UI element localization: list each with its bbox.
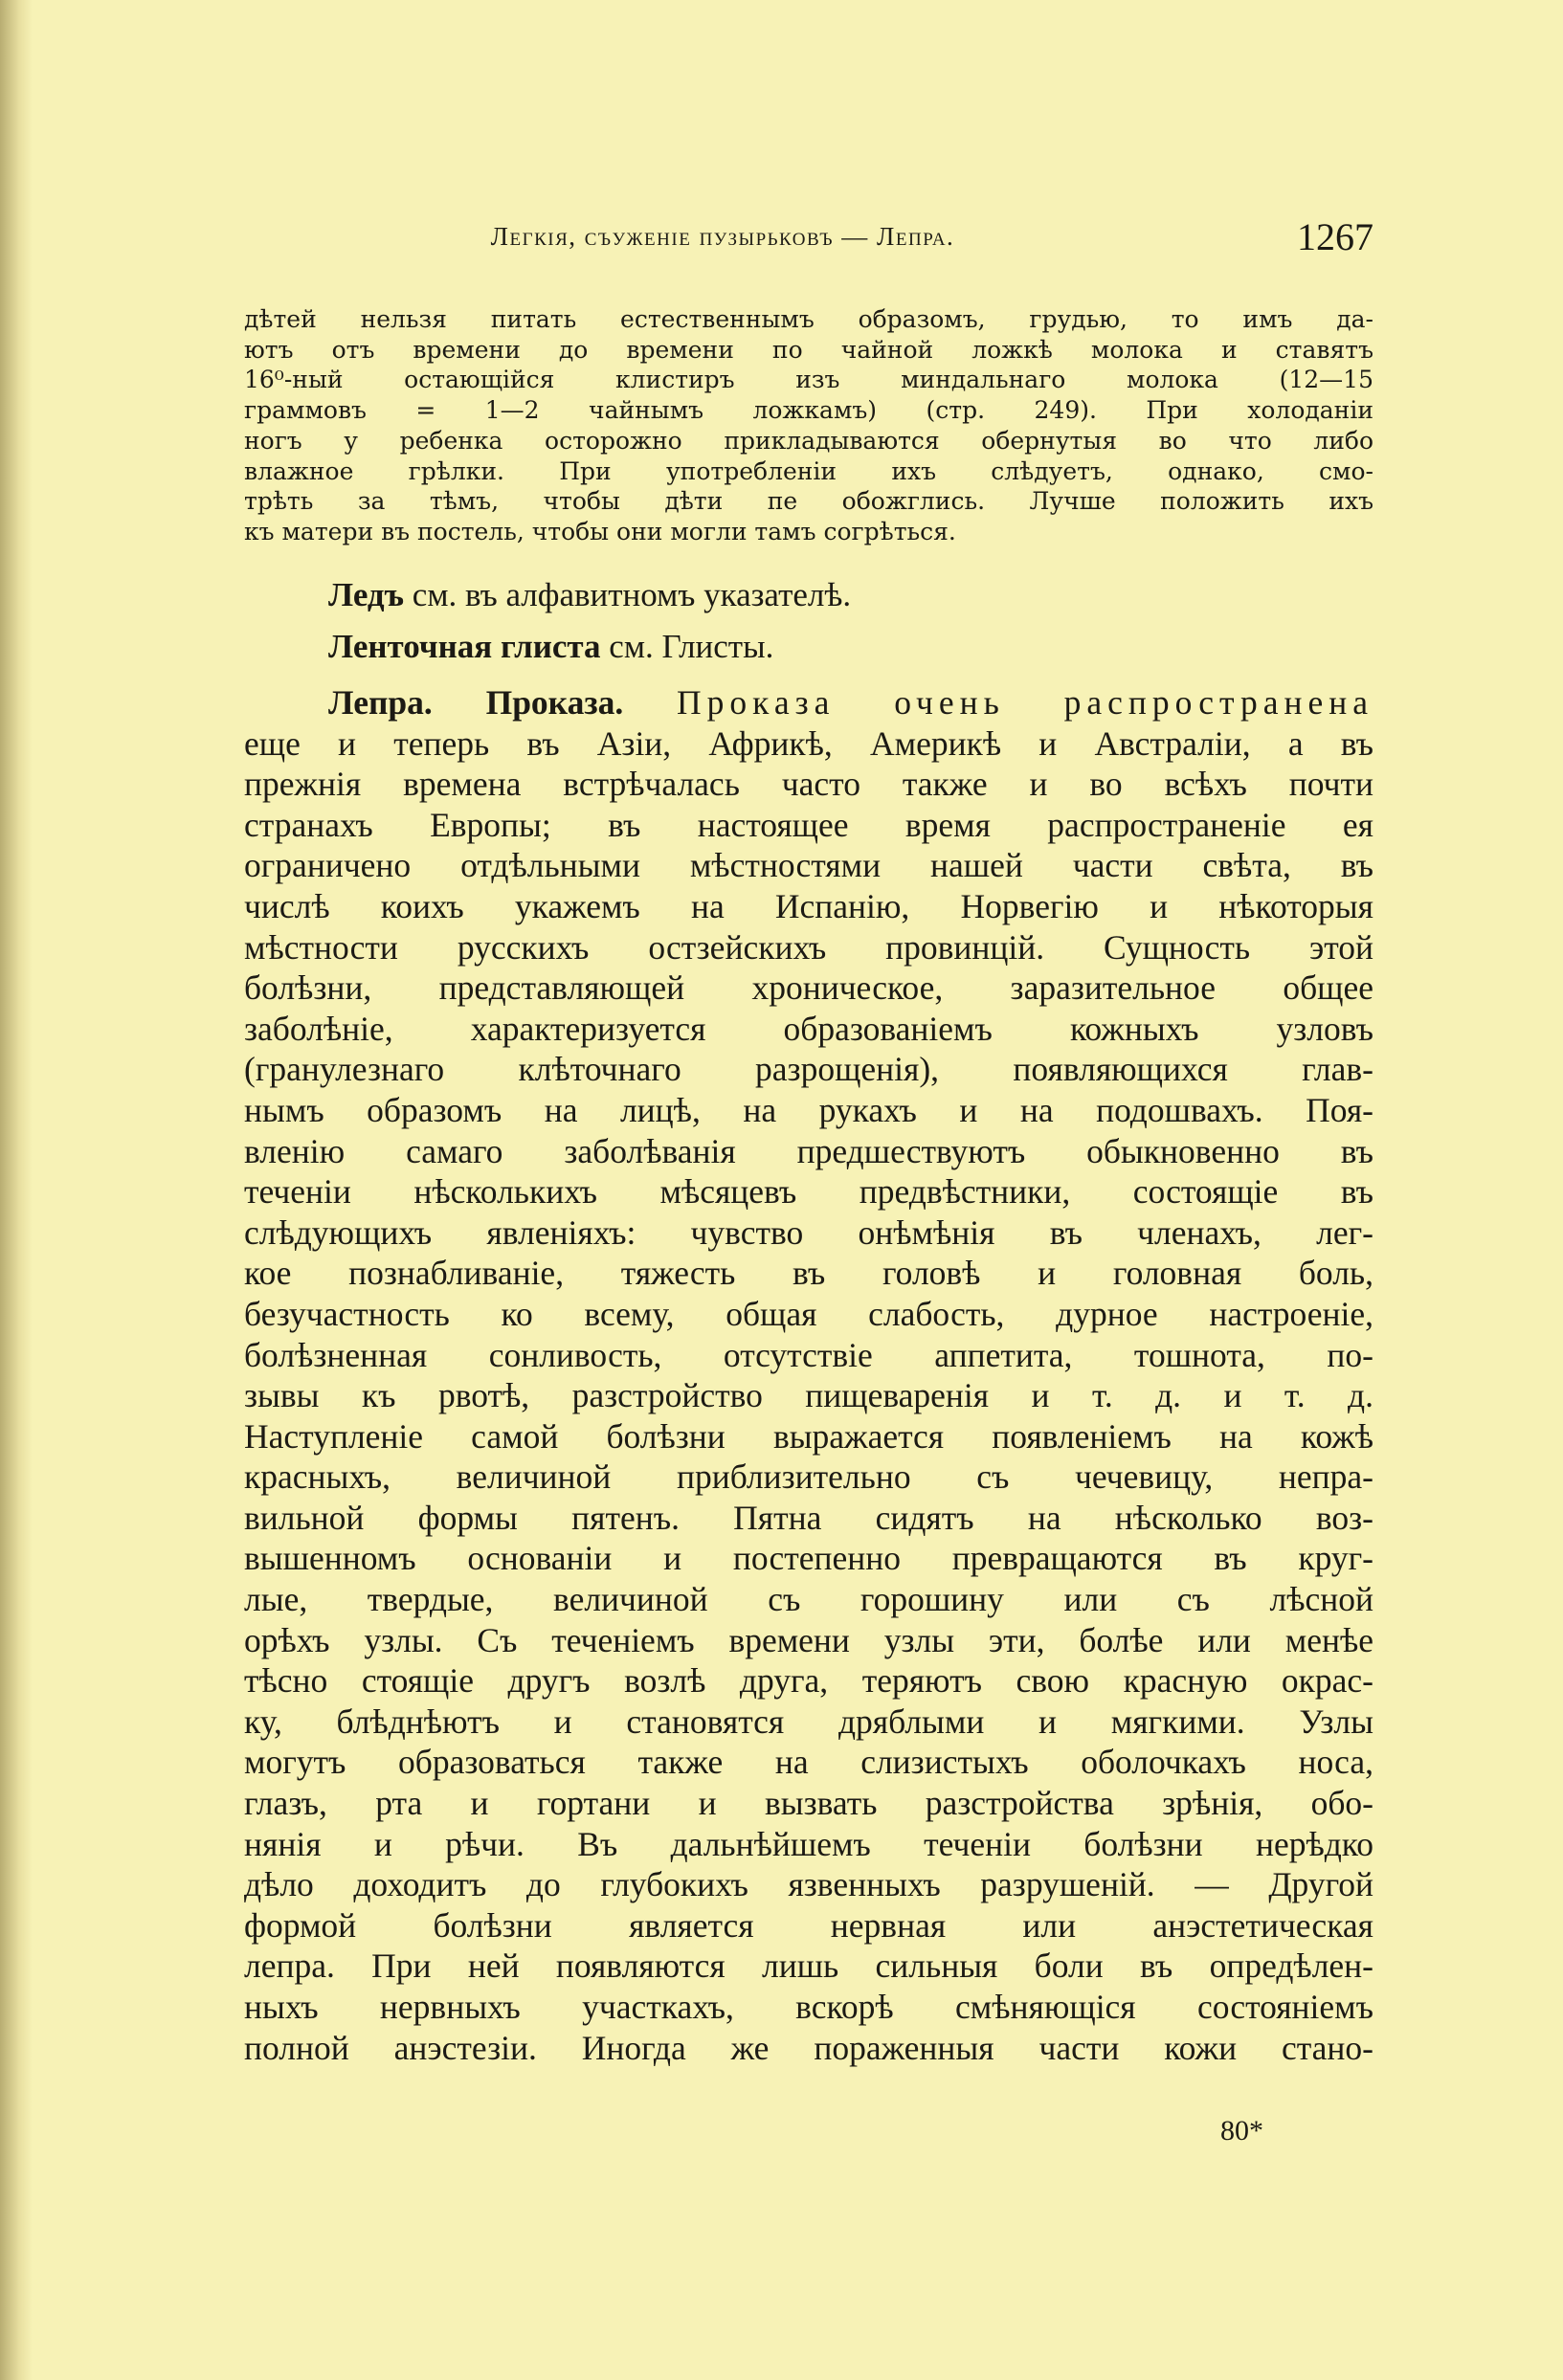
text-line: красныхъ, величиной приблизительно съ чечевицу, непра- <box>244 1457 1373 1497</box>
text-line: безучастность ко всему, общая слабость, дурное настроеніе, <box>244 1294 1373 1333</box>
text-line: заболѣніе, характеризуется образованіемъ кожныхъ узловъ <box>244 1009 1373 1048</box>
text-line: зывы къ рвотѣ, разстройство пищеваренія и т. д. и т. д. <box>244 1376 1373 1415</box>
text-line: ограничено отдѣльными мѣстностями нашей части свѣта, въ <box>244 846 1373 885</box>
continuation-paragraph <box>244 304 1373 547</box>
text-line: лые, твердые, величиной съ горошину или съ лѣсной <box>244 1580 1373 1619</box>
text-line: формой болѣзни является нервная или анэстетическая <box>244 1905 1373 1945</box>
entry-lepra <box>244 682 1373 2068</box>
text-line: ютъ отъ времени до времени по чайной ложкѣ молока и ставятъ <box>244 335 1373 364</box>
text-line: слѣдующихъ явленіяхъ: чувство онѣмѣнія въ членахъ, лег- <box>244 1212 1373 1252</box>
printer-signature-mark: 80* <box>1220 2115 1263 2146</box>
text-line: вильной формы пятенъ. Пятна сидятъ на нѣсколько воз- <box>244 1498 1373 1537</box>
text-line: теченіи нѣсколькихъ мѣсяцевъ предвѣстники, состоящіе въ <box>244 1172 1373 1212</box>
entry-led <box>244 576 1373 614</box>
text-line: болѣзненная сонливость, отсутствіе аппетита, тошнота, по- <box>244 1335 1373 1374</box>
text-line: вышенномъ основаніи и постепенно превращаются въ круг- <box>244 1539 1373 1578</box>
text-line: (гранулезнаго клѣточнаго разрощенія), появляющихся глав- <box>244 1050 1373 1089</box>
entry-term: Ледъ <box>328 576 405 613</box>
text-line: дѣтей нельзя питать естественнымъ образомъ, грудью, то имъ да- <box>244 305 1373 333</box>
entry-text: Проказа очень распространена <box>677 683 1374 722</box>
entry-term: Ленточная глиста <box>328 628 601 665</box>
text-line: Наступленіе самой болѣзни выражается появленіемъ на кожѣ <box>244 1416 1373 1456</box>
text-line: кое познабливаніе, тяжесть въ головѣ и головная боль, <box>244 1254 1373 1293</box>
text-line: граммовъ = 1—2 чайнымъ ложкамъ) (стр. 249). При холоданіи <box>244 396 1373 425</box>
entry-lenta <box>244 628 1373 666</box>
text-line: еще и теперь въ Азіи, Африкѣ, Америкѣ и Австраліи, а въ <box>244 723 1373 763</box>
text-line: мѣстности русскихъ остзейскихъ провинцій. Сущность этой <box>244 927 1373 967</box>
running-head-title: Легкія, съуженіе пузырьковъ — Лепра. <box>490 222 955 251</box>
text-line: ку, блѣднѣютъ и становятся дряблыми и мягкими. Узлы <box>244 1702 1373 1741</box>
entry-text: см. въ алфавитномъ указателѣ. <box>412 576 852 613</box>
text-line: орѣхъ узлы. Съ теченіемъ времени узлы эти, болѣе или менѣе <box>244 1620 1373 1659</box>
text-line: странахъ Европы; въ настоящее время распространеніе ея <box>244 805 1373 844</box>
text-line: болѣзни, представляющей хроническое, заразительное общее <box>244 968 1373 1008</box>
text-line: къ матери въ постель, чтобы они могли тамъ согрѣться. <box>244 517 956 545</box>
text-line: дѣло доходитъ до глубокихъ язвенныхъ разрушеній. — Другой <box>244 1865 1373 1904</box>
running-head <box>244 215 1373 260</box>
entry-term: Лепра. Проказа. <box>328 683 624 722</box>
page-edge-shadow <box>0 0 33 2380</box>
text-line: полной анэстезіи. Иногда же пораженныя части кожи стано- <box>244 2028 1373 2067</box>
text-line <box>244 682 1373 723</box>
text-line: тѣсно стоящіе другъ возлѣ друга, теряютъ свою красную окрас- <box>244 1661 1373 1701</box>
text-line: могутъ образоваться также на слизистыхъ оболочкахъ носа, <box>244 1743 1373 1782</box>
text-line: глазъ, рта и гортани и вызвать разстройства зрѣнія, обо- <box>244 1784 1373 1823</box>
text-line: трѣть за тѣмъ, чтобы дѣти пе обожглись. Лучше положить ихъ <box>244 487 1373 516</box>
text-line: влажное грѣлки. При употребленіи ихъ слѣдуетъ, однако, смо- <box>244 456 1373 485</box>
text-line: прежнія времена встрѣчалась часто также и во всѣхъ почти <box>244 765 1373 804</box>
text-line: 16⁰-ный остающійся клистиръ изъ миндальнаго молока (12—15 <box>244 366 1373 394</box>
text-line: нымъ образомъ на лицѣ, на рукахъ и на подошвахъ. Поя- <box>244 1090 1373 1129</box>
text-line: ныхъ нервныхъ участкахъ, вскорѣ смѣняющіся состояніемъ <box>244 1988 1373 2026</box>
text-line: ногъ у ребенка осторожно прикладываются обернутыя во что либо <box>244 426 1373 455</box>
text-line: числѣ коихъ укажемъ на Испанію, Норвегію и нѣкоторыя <box>244 886 1373 925</box>
text-line: нянія и рѣчи. Въ дальнѣйшемъ теченіи болѣзни нерѣдко <box>244 1824 1373 1863</box>
entry-text: см. Глисты. <box>609 628 774 665</box>
text-line: лепра. При ней появляются лишь сильныя боли въ опредѣлен- <box>244 1946 1373 1986</box>
text-line: вленію самаго заболѣванія предшествуютъ обыкновенно въ <box>244 1131 1373 1170</box>
page-number: 1267 <box>1297 215 1373 258</box>
